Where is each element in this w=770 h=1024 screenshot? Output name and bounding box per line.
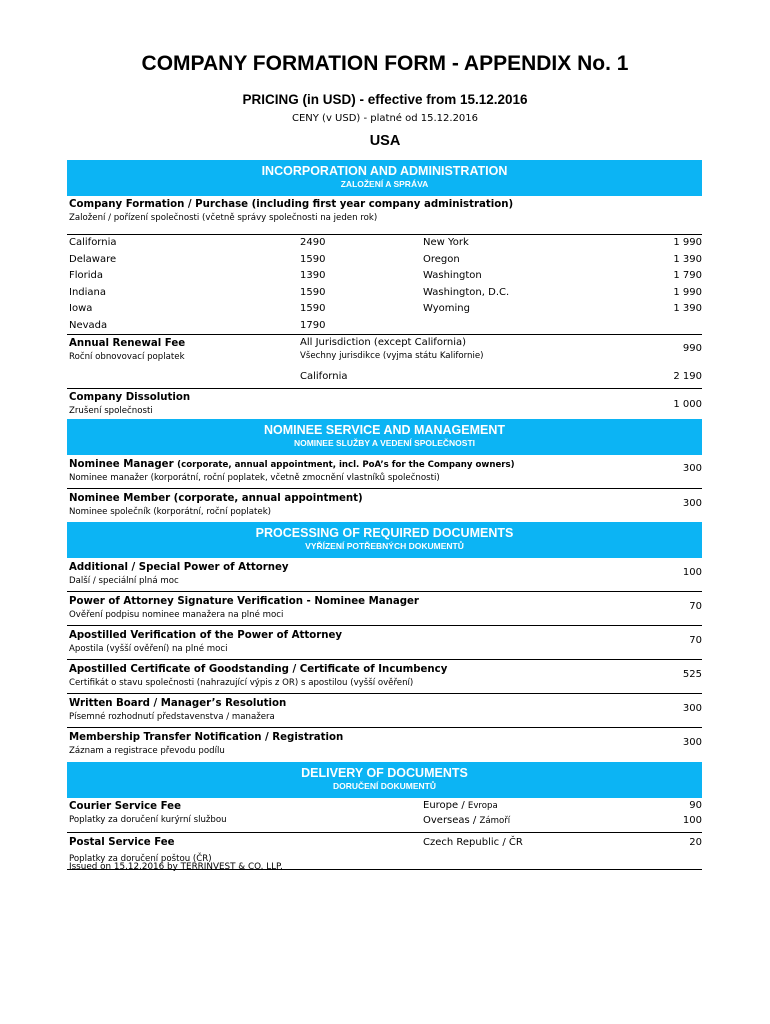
state-price: 1 390 [673,253,702,265]
state-price: 1590 [300,286,326,298]
section-title-cz: NOMINEE SLUŽBY A VEDENÍ SPOLEČNOSTI [293,438,476,448]
courier-price-europe: 90 [689,800,702,811]
document-item [67,558,702,592]
list-item [67,285,702,302]
document-item-price: 70 [689,635,702,646]
nominee-manager-price: 300 [682,463,702,474]
state-name: Wyoming [423,303,470,314]
section-title-cz: ZALOŽENÍ A SPRÁVA [340,179,429,189]
dissolution-heading: Company Dissolution [69,392,191,403]
nominee-manager-note: (corporate, annual appointment, incl. PoA’s for the Company owners) [177,460,515,470]
courier-block [67,798,702,833]
section-title: PROCESSING OF REQUIRED DOCUMENTS [255,526,514,540]
dissolution-desc: Zrušení společnosti [69,406,153,416]
formation-desc: Založení / pořízení společnosti (včetně správy společnosti na jeden rok) [69,213,378,223]
document-item-price: 300 [682,737,702,748]
document-item-heading: Membership Transfer Notification / Registration [69,732,344,743]
document-item-desc: Další / speciální plná moc [69,576,179,586]
state-name: Washington, D.C. [423,286,510,298]
section-header-nominee [67,419,702,455]
document-item-desc: Záznam a registrace převodu podílu [69,746,225,756]
option-label: Europe / [423,800,468,811]
nominee-manager-heading: Nominee Manager [69,459,174,470]
nominee-member-price: 300 [682,498,702,509]
document-item-heading: Additional / Special Power of Attorney [69,562,289,573]
postal-desc: Poplatky za doručení poštou (ČR) [69,854,212,864]
document-item-price: 100 [682,567,702,578]
option-label: Overseas / [423,815,480,826]
nominee-manager-desc: Nominee manažer (korporátní, roční poplatek, včetně zmocnění vlastníků společnosti) [69,473,440,483]
list-item [67,268,702,285]
document-item [67,660,702,694]
pricing-table [67,160,702,870]
pricing-subtitle: PRICING (in USD) - effective from 15.12.2016 [242,92,528,107]
section-title: INCORPORATION AND ADMINISTRATION [261,164,508,178]
document-item-heading: Apostilled Verification of the Power of Attorney [69,630,343,641]
renewal-heading: Annual Renewal Fee [69,338,186,349]
state-price: 1 990 [673,237,702,248]
state-price: 1 390 [673,303,702,314]
section-header-incorporation [67,160,702,196]
document-item-price: 70 [689,601,702,612]
state-price: 1590 [300,253,326,265]
renewal-ca-price: 2 190 [673,371,702,382]
courier-option-europe [423,799,498,813]
renewal-ca-label: California [300,371,348,382]
state-name: California [69,237,117,248]
document-item-heading: Written Board / Manager’s Resolution [69,698,287,709]
renewal-all-label-cz: Všechny jurisdikce (vyjma státu Kalifornie) [300,351,484,361]
state-name: New York [423,237,469,248]
document-item [67,626,702,660]
renewal-all-price: 990 [682,343,702,354]
document-item-heading: Power of Attorney Signature Verification - Nominee Manager [69,596,419,607]
country-heading: USA [369,133,401,149]
document-item-heading: Apostilled Certificate of Goodstanding / Certificate of Incumbency [69,664,448,675]
dissolution-block [67,389,702,419]
nominee-member-block [67,489,702,522]
state-price: 1590 [300,303,326,314]
nominee-member-heading: Nominee Member (corporate, annual appointment) [69,493,363,504]
document-item [67,592,702,626]
document-item-desc: Certifikát o stavu společnosti (nahrazující výpis z OR) s apostilou (vyšší ověření) [69,678,414,688]
option-label-cz: Evropa [467,801,498,811]
section-title-cz: VYŘÍZENÍ POTŘEBNÝCH DOKUMENTŮ [305,541,464,551]
formation-heading: Company Formation / Purchase (including first year company administration) [69,199,514,210]
dissolution-price: 1 000 [673,399,702,410]
list-item [67,252,702,269]
courier-price-overseas: 100 [682,815,702,826]
nominee-member-desc: Nominee společník (korporátní, roční poplatek) [69,507,272,517]
document-item-desc: Písemné rozhodnutí představenstva / manažera [69,712,275,722]
list-item [67,318,702,335]
section-header-delivery [67,762,702,798]
document-item-price: 525 [682,669,702,680]
pricing-subtitle-cz: CENY (v USD) - platné od 15.12.2016 [291,113,479,124]
issued-note: Issued on 15.12.2016 by TERRINVEST & CO. LLP. [69,862,283,872]
state-name: Florida [69,270,104,281]
postal-option: Czech Republic / ČR [423,837,523,848]
formation-price-list [67,235,702,334]
state-name: Indiana [69,286,107,298]
formation-heading-block [67,196,702,235]
list-item [67,301,702,318]
state-name: Delaware [69,253,117,265]
section-header-documents [67,522,702,558]
renewal-all-label: All Jurisdiction (except California) [300,337,467,348]
nominee-manager-block [67,455,702,489]
document-item-price: 300 [682,703,702,714]
state-name: Iowa [69,303,93,314]
postal-price: 20 [689,837,702,848]
state-price: 1790 [300,319,326,331]
postal-heading: Postal Service Fee [69,837,175,848]
state-name: Nevada [69,319,108,331]
document-title: COMPANY FORMATION FORM - APPENDIX No. 1 [141,52,629,75]
list-item [67,235,702,252]
document-item [67,728,702,762]
courier-heading: Courier Service Fee [69,801,181,812]
courier-desc: Poplatky za doručení kurýrní službou [69,815,227,825]
section-title: NOMINEE SERVICE AND MANAGEMENT [264,423,505,437]
document-item [67,694,702,728]
section-title: DELIVERY OF DOCUMENTS [301,766,468,780]
state-price: 1 790 [673,270,702,281]
option-label-cz: Zámoří [479,816,511,826]
state-name: Washington [423,270,482,281]
renewal-block [67,334,702,389]
document-item-desc: Ověření podpisu nominee manažera na plné moci [69,610,284,620]
courier-option-overseas [423,814,510,828]
renewal-desc: Roční obnovovací poplatek [69,352,185,362]
state-price: 1 990 [673,286,702,298]
document-item-desc: Apostila (vyšší ověření) na plné moci [69,644,228,654]
state-price: 2490 [300,237,326,248]
state-price: 1390 [300,270,326,281]
section-title-cz: DORUČENÍ DOKUMENTŮ [333,781,436,791]
state-name: Oregon [423,253,460,265]
